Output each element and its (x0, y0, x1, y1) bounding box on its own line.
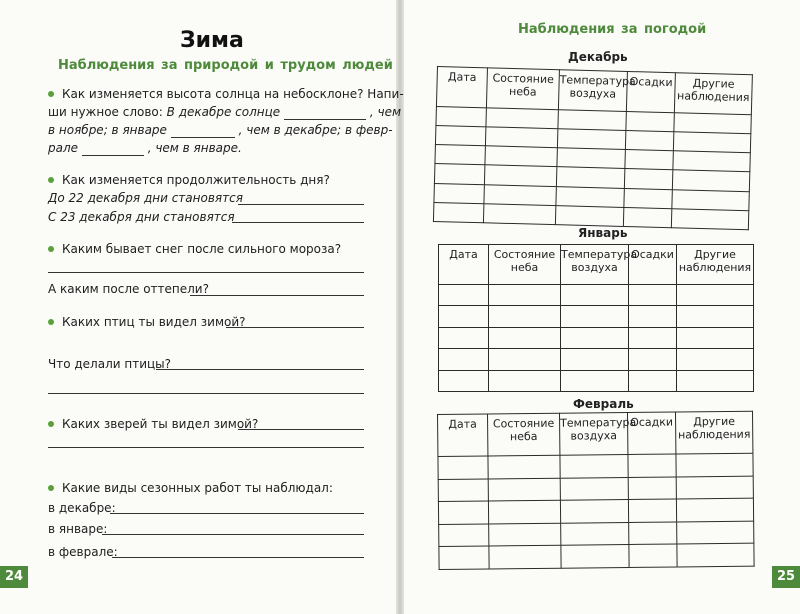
col-temperature: Температура воздуха (559, 413, 627, 456)
table-row (438, 498, 753, 524)
page-title-right: Наблюдения за погодой (518, 22, 707, 37)
q6-december-label: в декабре: (48, 501, 116, 515)
answer-line[interactable] (48, 272, 364, 273)
table-row (439, 285, 754, 306)
col-precipitation: Осадки (626, 71, 675, 112)
month-december: Декабрь (568, 50, 628, 64)
month-february: Февраль (573, 397, 634, 411)
q4-followup: Что делали птицы? (48, 357, 172, 371)
table-row (438, 476, 753, 502)
q6-question: Какие виды сезонных работ ты наблюдал: (62, 481, 333, 495)
col-date: Дата (438, 414, 488, 457)
answer-line[interactable] (112, 557, 364, 558)
answer-blank[interactable] (284, 107, 366, 120)
table-row (439, 521, 754, 547)
table-row (439, 544, 754, 570)
q1-line1: Как изменяется высота солнца на небосклоне? Напи- (62, 87, 404, 101)
q5-question: Каких зверей ты видел зимой? (62, 417, 259, 431)
col-temperature: Температура воздуха (561, 245, 629, 285)
answer-line[interactable] (110, 513, 364, 514)
q1-line2: ши нужное слово: В декабре солнце , чем (48, 105, 402, 119)
bullet-icon (48, 319, 54, 325)
answer-line[interactable] (238, 204, 364, 205)
q1-line3: в ноябре; в январе , чем в декабре; в февр- (48, 123, 393, 137)
answer-line[interactable] (48, 447, 364, 448)
answer-line[interactable] (102, 534, 364, 535)
answer-line[interactable] (156, 369, 364, 370)
table-row (439, 327, 754, 348)
answer-line[interactable] (238, 429, 364, 430)
page-title: Зима (180, 28, 244, 53)
q2-question: Как изменяется продолжительность дня? (62, 173, 330, 187)
weather-table-december (433, 66, 753, 230)
q4-question: Каких птиц ты видел зимой? (62, 315, 246, 329)
bullet-icon (48, 421, 54, 427)
q3-followup: А каким после оттепели? (48, 282, 209, 296)
table-row (439, 370, 754, 391)
col-precipitation: Осадки (627, 412, 675, 455)
page-number-right: 25 (772, 566, 800, 588)
col-date: Дата (439, 245, 489, 285)
bullet-icon (48, 485, 54, 491)
answer-line[interactable] (232, 222, 364, 223)
weather-table-february (437, 411, 755, 570)
answer-blank[interactable] (82, 143, 144, 156)
table-row (438, 453, 753, 479)
col-other: Другие наблюдения (674, 73, 752, 115)
col-temperature: Температура воздуха (558, 70, 627, 112)
col-sky: Состояние неба (488, 413, 560, 456)
q1-line4: рале , чем в январе. (48, 141, 242, 155)
q6-january-label: в январе: (48, 522, 108, 536)
answer-line[interactable] (48, 393, 364, 394)
col-sky: Состояние неба (486, 68, 559, 110)
table-row (439, 349, 754, 370)
col-date: Дата (436, 67, 487, 108)
answer-line[interactable] (226, 327, 364, 328)
col-sky: Состояние неба (489, 245, 561, 285)
table-row (439, 306, 754, 327)
section-subtitle: Наблюдения за природой и трудом людей (58, 58, 393, 73)
weather-table-january (438, 244, 754, 392)
answer-blank[interactable] (171, 125, 235, 138)
q6-february-label: в феврале: (48, 545, 118, 559)
bullet-icon (48, 91, 54, 97)
q2-answer2-label: С 23 декабря дни становятся (48, 210, 235, 224)
q2-answer1-label: До 22 декабря дни становятся (48, 191, 243, 205)
page-number-left: 24 (0, 566, 28, 588)
bullet-icon (48, 177, 54, 183)
answer-line[interactable] (190, 295, 364, 296)
col-other: Другие наблюдения (675, 411, 752, 454)
month-january: Январь (578, 226, 628, 240)
col-other: Другие наблюдения (677, 245, 754, 285)
q3-question: Каким бывает снег после сильного мороза? (62, 242, 342, 256)
col-precipitation: Осадки (629, 245, 677, 285)
bullet-icon (48, 246, 54, 252)
